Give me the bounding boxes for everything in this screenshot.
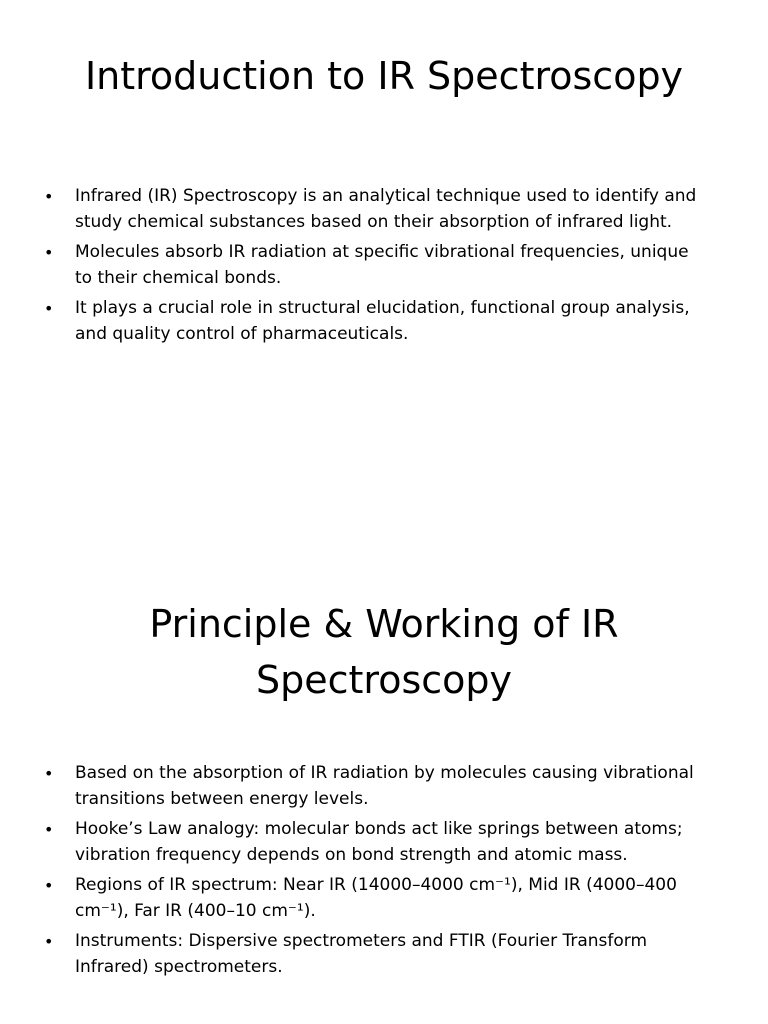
bullet-text: Based on the absorption of IR radiation by molecules causing vibrational transitions between energy levels. [75,763,694,809]
bullet-item [44,296,710,347]
bullet-dot-icon: • [44,299,54,318]
bullet-item [44,929,710,980]
bullet-dot-icon: • [44,820,54,839]
bullet-dot-icon: • [44,932,54,951]
bullet-list [44,761,710,985]
bullet-dot-icon: • [44,764,54,783]
bullet-item [44,240,710,291]
slide-title: Introduction to IR Spectroscopy [84,54,684,98]
bullet-text: Instruments: Dispersive spectrometers and FTIR (Fourier Transform Infrared) spectrometers. [75,931,648,977]
bullet-dot-icon: • [44,876,54,895]
bullet-dot-icon: • [44,243,54,262]
bullet-item [44,873,710,924]
bullet-text: Infrared (IR) Spectroscopy is an analytical technique used to identify and study chemical substances based on their absorption of infrared light. [75,186,697,232]
bullet-text: It plays a crucial role in structural elucidation, functional group analysis, and quality control of pharmaceuticals. [75,298,690,344]
bullet-text: Regions of IR spectrum: Near IR (14000–4000 cm⁻¹), Mid IR (4000–400 cm⁻¹), Far IR (400–10 cm⁻¹). [75,875,677,921]
bullet-item [44,761,710,812]
bullet-dot-icon: • [44,187,54,206]
bullet-text: Hooke’s Law analogy: molecular bonds act like springs between atoms; vibration frequency depends on bond strength and atomic mass. [75,819,683,865]
slide-title: Principle & Working of IR Spectroscopy [149,602,619,702]
bullet-item [44,184,710,235]
bullet-list [44,184,710,352]
bullet-text: Molecules absorb IR radiation at specific vibrational frequencies, unique to their chemical bonds. [75,242,689,288]
slide-principle-working [0,512,768,1024]
bullet-item [44,817,710,868]
